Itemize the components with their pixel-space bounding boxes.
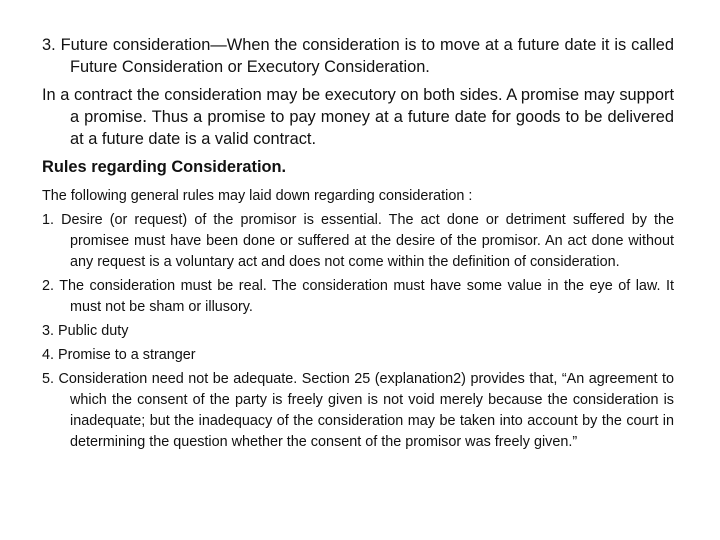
rule-item: 4. Promise to a stranger	[42, 347, 196, 363]
rule-item: 2. The consideration must be real. The consideration must have some value in the eye of law. It must not be sham or illusory.	[42, 278, 674, 315]
rule-item: 3. Public duty	[42, 323, 129, 339]
rule-item: 1. Desire (or request) of the promisor is essential. The act done or detriment suffered by the promisee must have been done or suffered at the desire of the promisor. An act done without any request is a voluntary act and does not come within the definition of consideration.	[42, 212, 674, 270]
future-consideration-paragraph: 3. Future consideration—When the consideration is to move at a future date it is called Future Consideration or Executory Consideration.	[42, 36, 674, 76]
rules-heading: Rules regarding Consideration.	[42, 158, 287, 176]
executory-paragraph: In a contract the consideration may be executory on both sides. A promise may support a promise. Thus a promise to pay money at a future date for goods to be delivered at a future date is a valid contract.	[42, 86, 674, 148]
rule-item: 5. Consideration need not be adequate. Section 25 (explanation2) provides that, “An agreement to which the consent of the party is freely given is not void merely because the consideration is inadequate; but the inadequacy of the consideration may be taken into account by the court in determining the question whether the consent of the promisor was freely given.”	[42, 371, 674, 450]
slide-content	[42, 34, 674, 456]
rules-intro: The following general rules may laid down regarding consideration :	[42, 188, 473, 204]
